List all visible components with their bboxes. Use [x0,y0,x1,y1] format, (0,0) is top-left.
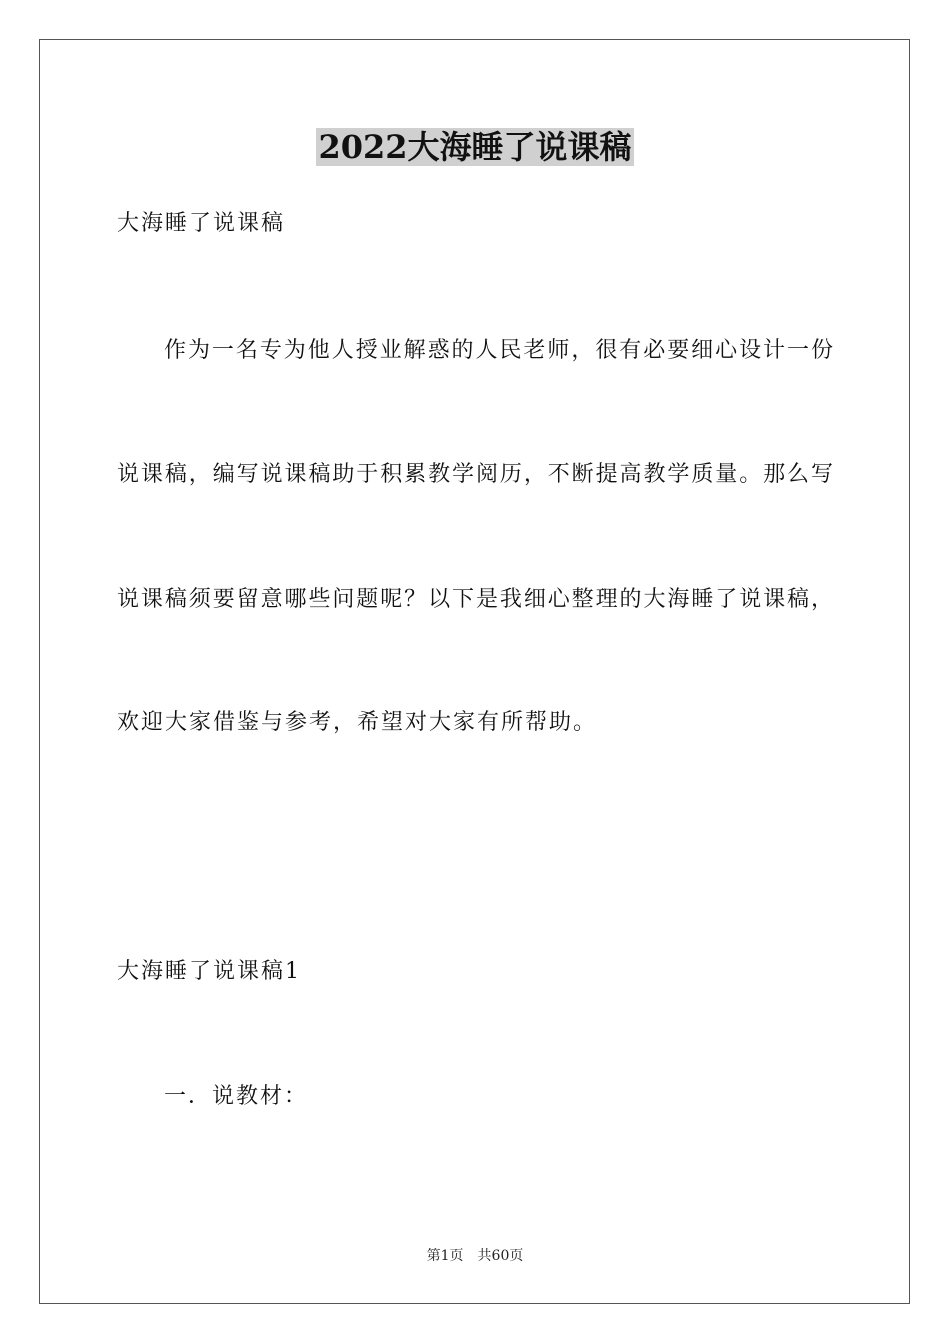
intro-line-4: 欢迎大家借鉴与参考，希望对大家有所帮助。 [117,710,598,735]
section-heading: 大海睡了说课稿1 [117,959,301,984]
intro-line-2: 说课稿，编写说课稿助于积累教学阅历，不断提高教学质量。那么写 [117,462,833,487]
intro-line-1: 作为一名专为他人授业解惑的人民老师，很有必要细心设计一份 [164,338,833,363]
document-title-text: 2022大海睡了说课稿 [318,128,632,166]
intro-line-3: 说课稿须要留意哪些问题呢？以下是我细心整理的大海睡了说课稿， [117,587,833,612]
document-title [0,125,950,169]
page-footer: 第1页 共60页 [426,1248,524,1264]
document-subtitle: 大海睡了说课稿 [117,211,286,236]
subsection-heading: 一．说教材： [164,1084,309,1109]
